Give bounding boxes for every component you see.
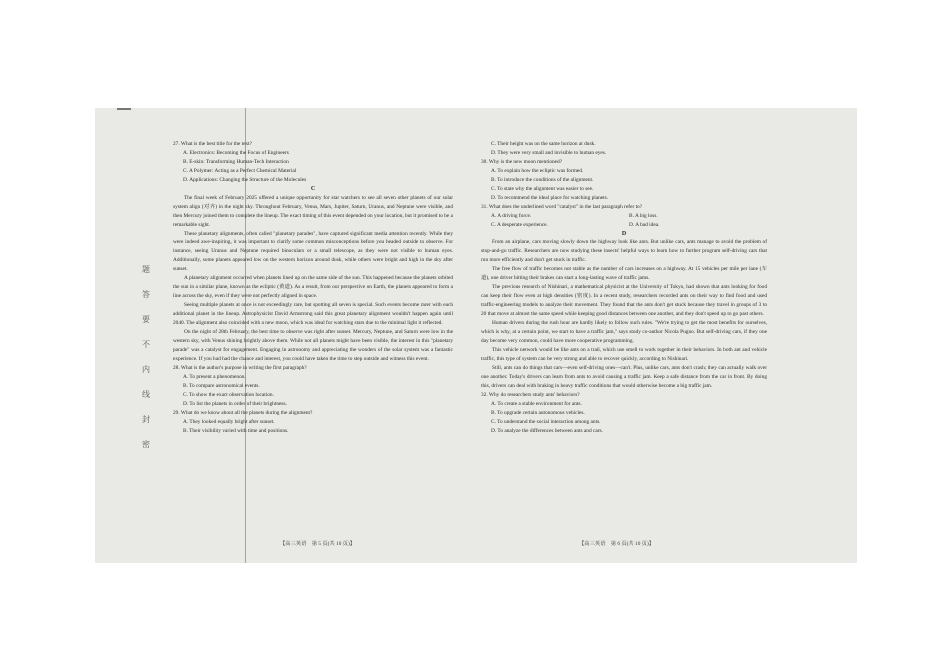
question: 30. Why is the new moon mentioned? xyxy=(481,158,563,165)
passage-paragraph: Still, ants can do things that cars—even self-driving ones—can't. Plus, unlike cars, ants don't crash; they can actually walk over one another. Today's drivers can learn from ants to avoid causing a traffic jam. Keep a safe distance from the car in front. By doing this, drivers can deal with braking in heavy traffic conditions that would otherwise become a big traffic jam. xyxy=(481,364,767,389)
passage-paragraph: On the night of 28th February, the best time to observe was right after sunset. Mercury, Neptune, and Saturn were low in the western sky, with Venus shining brightly above them. While not all planets might have been visible, the interest in this "planetary parade" was a catalyst for engagement. Engaging in astronomy and appreciating the wonders of the solar system was a fantastic experience. If you had had the chance and interest, you could have taken the time to step outside and witness this event. xyxy=(173,329,453,362)
left-column xyxy=(173,140,453,435)
passage-paragraph: The free flow of traffic becomes not stable as the number of cars increases on a highway. At 15 vehicles per mile per lane (车道), one driver hitting their brakes can start a long-lasting wave of traffic jams. xyxy=(481,266,767,282)
passage-paragraph: This vehicle network would be like ants on a trail, which use smell to work together in their behaviors. In both ant and vehicle traffic, this type of system can be very strong and able to recover quickly, according to Nishinari. xyxy=(481,346,767,362)
binding-char: 不 xyxy=(142,340,150,349)
binding-margin-text xyxy=(141,266,151,449)
margin-mark xyxy=(117,108,131,110)
answer-option: B. A big loss. xyxy=(629,212,658,219)
binding-char: 封 xyxy=(142,415,150,424)
answer-option: C. To state why the alignment was easier to see. xyxy=(491,185,594,192)
answer-option: C. To understand the social interaction among ants. xyxy=(491,418,601,425)
passage-paragraph: From an airplane, cars moving slowly down the highway look like ants. But unlike cars, ants manage to avoid the problem of stop-and-go traffic. Researchers are now studying these insects' helpful ways to learn how to further program self-driving cars that run more efficiently and don't get stuck in traffic. xyxy=(481,239,767,264)
answer-option: D. To list the planets in order of their brightness. xyxy=(183,400,287,407)
answer-option: B. To introduce the conditions of the alignment. xyxy=(491,176,594,183)
passage-paragraph: Seeing multiple planets at once is not exceedingly rare, but spotting all seven is special. Such events become rarer with each additional planet in the lineup. Astrophysicist David Armstrong said this great planetary alignment wouldn't happen again until 2040. The alignment also coincided with a new moon, which was ideal for watching stars due to the minimal light it reflected. xyxy=(173,302,453,327)
question: 28. What is the author's purpose in writing the first paragraph? xyxy=(173,364,307,371)
question: 31. What does the underlined word "catalyst" in the last paragraph refer to? xyxy=(481,203,643,210)
passage-paragraph: These planetary alignments, often called "planetary parades", have captured significant media attention recently. While they were indeed awe-inspiring, it was important to clarify some common misconceptions before you headed outside to observe. For instance, seeing Uranus and Neptune required binoculars or a small telescope, as they were not visible to human eyes. Additionally, some planets appeared low on the western horizon around dusk, while others were bright and high in the sky after sunset. xyxy=(173,230,453,273)
answer-option: D. A bad idea. xyxy=(629,221,660,228)
section-heading: D xyxy=(621,230,627,237)
answer-option: B. To upgrade certain autonomous vehicles. xyxy=(491,409,585,416)
passage-paragraph: A planetary alignment occurred when planets lined up on the same side of the sun. This happened because the planets orbited the sun in a similar plane, known as the ecliptic (黄道). As a result, from our perspective on Earth, the planets appeared to form a line across the sky, even if they were not perfectly aligned in space. xyxy=(173,275,453,300)
answer-option: B. To compare astronomical events. xyxy=(183,382,260,389)
answer-option: B. E-skin: Transforming Human-Tech Interaction xyxy=(183,158,289,165)
binding-char: 答 xyxy=(142,290,150,299)
answer-option: D. Applications: Changing the Structure of the Molecules xyxy=(183,176,307,183)
answer-option: A. They looked equally bright after sunset. xyxy=(183,418,275,425)
binding-char: 内 xyxy=(142,365,150,374)
binding-char: 线 xyxy=(142,390,150,399)
binding-char: 密 xyxy=(142,440,150,449)
scanned-sheet xyxy=(95,108,857,563)
page-footer-right: 【高三英语 第 6 页(共 10 页)】 xyxy=(579,541,655,547)
question: 32. Why do researchers study ants' behaviors? xyxy=(481,391,580,398)
answer-option: D. To recommend the ideal place for watching planets. xyxy=(491,194,609,201)
answer-option: A. To present a phenomenon. xyxy=(183,373,246,380)
answer-option: C. To show the exact observation location. xyxy=(183,391,274,398)
answer-option: A. To create a stable environment for ants. xyxy=(491,400,582,407)
answer-option: A. A driving force. xyxy=(491,212,532,219)
answer-option: C. A Polymer: Acting as a Perfect Chemical Material xyxy=(183,167,297,174)
answer-option: A. To explain how the ecliptic was formed. xyxy=(491,167,584,174)
answer-option: D. They were very small and invisible to human eyes. xyxy=(491,149,607,156)
option-row xyxy=(481,221,767,230)
answer-option: C. A desperate experience. xyxy=(491,221,548,228)
page-footer-left: 【高三英语 第 5 页(共 10 页)】 xyxy=(280,541,356,547)
binding-char: 题 xyxy=(142,265,150,274)
section-heading: C xyxy=(310,185,316,192)
answer-option: B. Their visibility varied with time and positions. xyxy=(183,427,289,434)
binding-char: 要 xyxy=(142,315,150,324)
passage-paragraph: The final week of February 2025 offered a unique opportunity for star watchers to see all seven other planets of our solar system align (对齐) in the night sky. Throughout February, Venus, Mars, Jupiter, Saturn, Uranus, and Neptune were visible, and then Mercury joined them to complete the lineup. The exact timing of this event depended on your location, but it promised to be a remarkable sight. xyxy=(173,194,453,228)
answer-option: D. To analyze the differences between ants and cars. xyxy=(491,427,603,434)
right-column xyxy=(481,140,767,435)
question: 29. What do we know about all the planets during the alignment? xyxy=(173,409,313,416)
option-row xyxy=(481,212,767,221)
answer-option: C. Their height was on the same horizon at dusk. xyxy=(491,141,596,147)
passage-paragraph: The previous research of Nishinari, a mathematical physicist at the University of Tokyo, had shown that ants looking for food can keep their flow even at high densities (密度). In a recent study, researchers recorded ants on their way to find food and used traffic-engineering models to analyze their movement. They found that the ants don't get stuck because they travel in groups of 3 to 20 that move at almost the same speed while keeping good distances between one another, and they don't speed up to go past others. xyxy=(481,284,767,318)
answer-option: A. Electronics: Becoming the Focus of Engineers xyxy=(183,149,289,156)
passage-paragraph: Human drivers during the rush hour are hardly likely to follow such rules. "We're trying to get the most benefits for ourselves, which is why, at a certain point, we start to have a traffic jam," says study co-author Nicola Pugno. But self-driving cars, if they one day become very common, could have more cooperative programming. xyxy=(481,320,767,344)
question: 27. What is the best title for the text? xyxy=(173,141,252,147)
